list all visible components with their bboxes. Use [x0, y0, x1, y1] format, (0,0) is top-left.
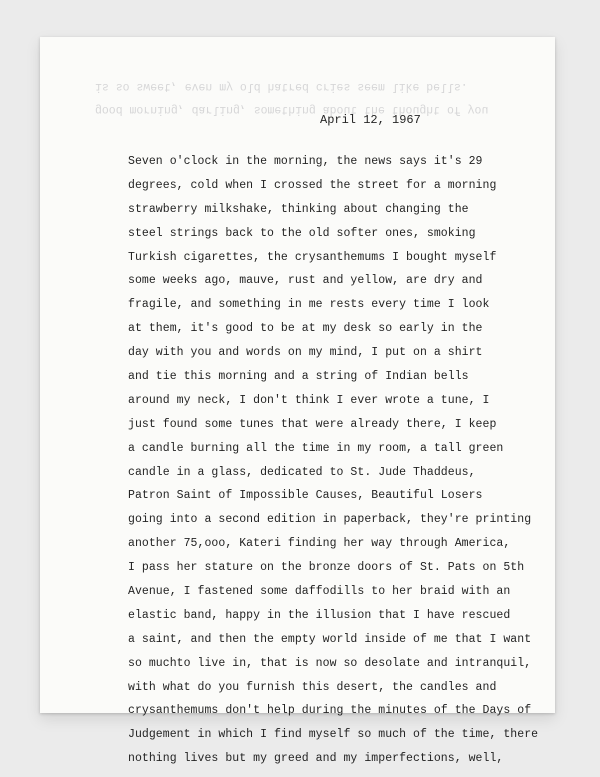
letter-line: Judgement in which I find myself so much of the time, there: [128, 728, 539, 742]
letter-line: around my neck, I don't think I ever wrote a tune, I: [128, 393, 490, 407]
bleed-through-line: is so sweet, even my old hatred cries seem like bells.: [95, 80, 468, 93]
bleed-through-text: [95, 75, 505, 121]
letter-line: fragile, and something in me rests every time I look: [128, 298, 490, 312]
letter-line: candle in a glass, dedicated to St. Jude Thaddeus,: [128, 465, 476, 479]
letter-line: I pass her stature on the bronze doors of St. Pats on 5th: [128, 561, 525, 575]
letter-line: with what do you furnish this desert, the candles and: [128, 680, 497, 694]
letter-line: a candle burning all the time in my room, a tall green: [128, 441, 504, 455]
letter-line: Avenue, I fastened some daffodills to her braid with an: [128, 585, 511, 599]
letter-line: day with you and words on my mind, I put on a shirt: [128, 346, 483, 360]
letter-line: so muchto live in, that is now so desolate and intranquil,: [128, 656, 532, 670]
letter-line: elastic band, happy in the illusion that I have rescued: [128, 608, 511, 622]
letter-line: and tie this morning and a string of Indian bells: [128, 370, 469, 384]
letter-line: steel strings back to the old softer ones, smoking: [128, 226, 476, 240]
letter-line: crysanthemums don't help during the minutes of the Days of: [128, 704, 532, 718]
letter-line: at them, it's good to be at my desk so early in the: [128, 322, 483, 336]
letter-line: just found some tunes that were already there, I keep: [128, 417, 497, 431]
letter-line: Seven o'clock in the morning, the news says it's 29: [128, 155, 483, 168]
letter-line: Turkish cigarettes, the crysanthemums I bought myself: [128, 250, 497, 264]
letter-line: strawberry milkshake, thinking about changing the: [128, 202, 469, 216]
letter-line: another 75,ooo, Kateri finding her way through America,: [128, 537, 511, 551]
letter-body: [128, 150, 539, 771]
letter-line: Patron Saint of Impossible Causes, Beautiful Losers: [128, 489, 483, 503]
letter-line: a saint, and then the empty world inside of me that I want: [128, 632, 532, 646]
letter-date: April 12, 1967: [320, 113, 421, 127]
letter-line: some weeks ago, mauve, rust and yellow, are dry and: [128, 274, 483, 288]
bleed-through-line: good morning, darling, something about the thought of you: [95, 103, 489, 116]
letter-line: nothing lives but my greed and my imperfections, well,: [128, 752, 504, 766]
letter-line: degrees, cold when I crossed the street for a morning: [128, 178, 497, 192]
letter-line: going into a second edition in paperback, they're printing: [128, 513, 532, 527]
